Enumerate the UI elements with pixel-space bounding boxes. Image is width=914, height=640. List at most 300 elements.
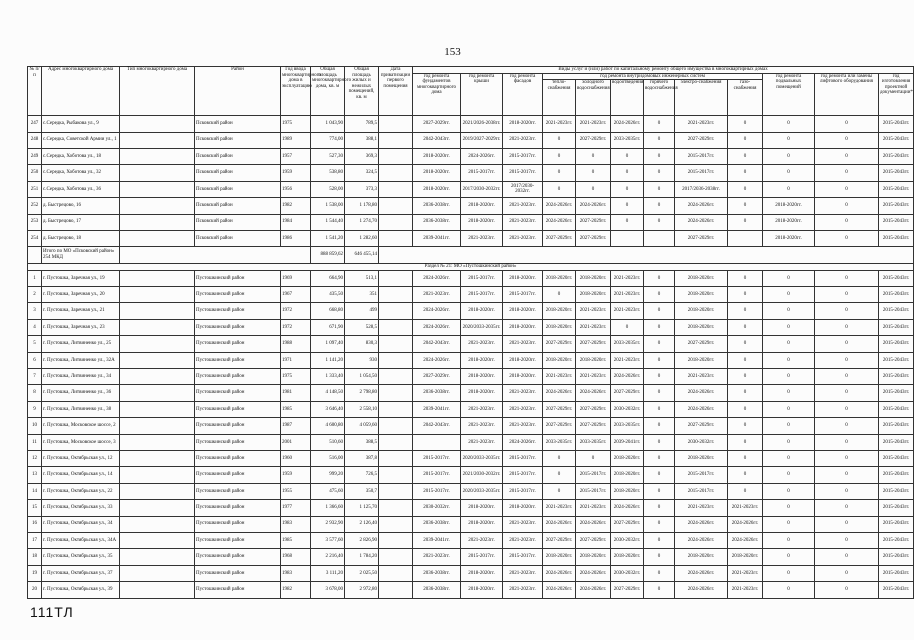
- table-cell: 2018-2020гг.: [763, 230, 815, 246]
- table-cell: 475,60: [311, 483, 345, 499]
- col-header-total-area: Общая площадь многоквартирного дома, кв. м: [311, 67, 345, 116]
- table-cell: 1972: [281, 303, 311, 319]
- table-cell: 0: [576, 148, 611, 164]
- table-cell: 930: [345, 352, 379, 368]
- table-cell: 1959: [281, 165, 311, 181]
- table-cell: 1 333,40: [311, 369, 345, 385]
- table-cell: 0: [543, 287, 576, 303]
- table-cell: 1 125,70: [345, 500, 379, 516]
- table-cell: 2018-2020гг.: [611, 549, 644, 565]
- table-cell: 2024-2026гг.: [611, 116, 644, 132]
- table-cell: Псковский район: [195, 116, 281, 132]
- table-cell: 774,00: [311, 132, 345, 148]
- table-cell: 253: [28, 214, 42, 230]
- table-cell: 0: [644, 336, 675, 352]
- table-cell: 1982: [281, 198, 311, 214]
- table-cell: 0: [815, 385, 879, 401]
- table-cell: Псковский район: [195, 165, 281, 181]
- table-cell: Пустошкинский район: [195, 434, 281, 450]
- table-cell: 516,00: [311, 451, 345, 467]
- table-cell: 528,00: [311, 181, 345, 197]
- table-cell: 2024-2026гг.: [413, 319, 461, 335]
- table-cell: 2020/2033-2035гг.: [461, 451, 503, 467]
- table-cell: 2018-2020гг.: [611, 467, 644, 483]
- table-cell: 1982: [281, 582, 311, 598]
- table-cell: 2021-2023гг.: [461, 434, 503, 450]
- table-cell: 2015-2043гг.: [879, 549, 914, 565]
- table-cell: 2017/2036-2038гг.: [675, 181, 728, 197]
- table-cell: 2039-2041гг.: [413, 401, 461, 417]
- table-cell: 2036-2038гг.: [413, 516, 461, 532]
- table-cell: 2015-2017гг.: [675, 467, 728, 483]
- table-cell: 2027-2029гг.: [576, 214, 611, 230]
- table-cell: 2021-2023гг.: [503, 214, 543, 230]
- table-cell: 2018-2020гг.: [461, 303, 503, 319]
- table-cell: 2036-2038гг.: [413, 565, 461, 581]
- table-cell: 2036-2038гг.: [413, 385, 461, 401]
- table-cell: 2015-2043гг.: [879, 336, 914, 352]
- table-cell: 1 178,80: [345, 198, 379, 214]
- table-cell: 1 274,70: [345, 214, 379, 230]
- table-row: [28, 230, 914, 246]
- table-cell: 2 826,90: [345, 532, 379, 548]
- table-cell: 1977: [281, 500, 311, 516]
- table-cell: [120, 582, 195, 598]
- table-cell: [379, 483, 413, 499]
- table-cell: [120, 148, 195, 164]
- table-cell: [120, 303, 195, 319]
- table-cell: 2027-2029гг.: [576, 532, 611, 548]
- table-cell: 18: [28, 549, 42, 565]
- table-cell: 2036-2038гг.: [413, 214, 461, 230]
- table-cell: 2027-2029гг.: [576, 132, 611, 148]
- table-cell: 2018-2020гг.: [461, 198, 503, 214]
- table-cell: 0: [644, 434, 675, 450]
- table-cell: д. Быстрецово, 18: [42, 230, 120, 246]
- table-cell: с.Середка, Советской Армии ул., 1: [42, 132, 120, 148]
- table-cell: 0: [728, 418, 763, 434]
- table-cell: 2027-2029гг.: [543, 532, 576, 548]
- table-cell: г. Пустошка, Октябрьская ул., 35: [42, 549, 120, 565]
- table-cell: 1 054,50: [345, 369, 379, 385]
- col-header-hot-water: горячего водоснабжения: [644, 80, 675, 116]
- table-cell: [120, 401, 195, 417]
- table-cell: [120, 500, 195, 516]
- table-cell: 0: [763, 336, 815, 352]
- table-cell: 2021-2023гг.: [461, 401, 503, 417]
- table-cell: 2024-2026гг.: [728, 516, 763, 532]
- table-cell: 2021-2023гг.: [503, 132, 543, 148]
- table-cell: г. Пустошка, Заречная ул., 23: [42, 319, 120, 335]
- table-cell: 2015-2017гг.: [503, 165, 543, 181]
- table-cell: [379, 165, 413, 181]
- footer-stamp: 111ТЛ: [30, 604, 74, 620]
- table-cell: 387,8: [345, 451, 379, 467]
- table-cell: 0: [763, 582, 815, 598]
- table-cell: 0: [644, 148, 675, 164]
- table-cell: 0: [611, 148, 644, 164]
- table-cell: 1968: [281, 549, 311, 565]
- table-cell: [413, 434, 461, 450]
- table-cell: 0: [815, 516, 879, 532]
- table-cell: [120, 247, 311, 263]
- table-cell: 0: [815, 287, 879, 303]
- table-cell: 2015-2017гг.: [413, 467, 461, 483]
- subtotal-label: Итого по МО «Псковский район» 254 МКД: [42, 247, 120, 263]
- table-cell: 2015-2043гг.: [879, 483, 914, 499]
- table-cell: 2021-2023гг.: [503, 582, 543, 598]
- table-cell: 2021-2023гг.: [675, 116, 728, 132]
- table-cell: 830,3: [345, 336, 379, 352]
- table-cell: г. Пустошка, Заречная ул., 20: [42, 287, 120, 303]
- table-cell: 1972: [281, 319, 311, 335]
- table-cell: 2024-2026гг.: [461, 148, 503, 164]
- table-row: [28, 198, 914, 214]
- table-cell: 0: [644, 451, 675, 467]
- table-cell: 2021-2023гг.: [543, 500, 576, 516]
- table-cell: 0: [576, 181, 611, 197]
- table-cell: 2018-2020гг.: [576, 287, 611, 303]
- table-cell: 2015-2043гг.: [879, 116, 914, 132]
- col-header-electric: электро-снабжения: [675, 80, 728, 116]
- table-cell: [120, 165, 195, 181]
- table-cell: 2015-2017гг.: [461, 165, 503, 181]
- table-cell: 2018-2020гг.: [503, 369, 543, 385]
- table-cell: [120, 270, 195, 286]
- col-header-district: Район: [195, 67, 281, 116]
- table-cell: 2036-2038гг.: [413, 198, 461, 214]
- table-cell: 0: [763, 451, 815, 467]
- table-cell: 2033-2035гг.: [611, 336, 644, 352]
- table-cell: 0: [644, 565, 675, 581]
- table-cell: 2024-2026гг.: [611, 500, 644, 516]
- table-cell: 0: [763, 132, 815, 148]
- table-cell: 2018-2020гг.: [543, 303, 576, 319]
- table-cell: 0: [815, 303, 879, 319]
- table-cell: 2018-2020гг.: [461, 582, 503, 598]
- table-cell: Псковский район: [195, 132, 281, 148]
- table-cell: 0: [644, 165, 675, 181]
- table-cell: г. Пустошка, Октябрьская ул., 12: [42, 451, 120, 467]
- table-cell: 0: [728, 181, 763, 197]
- table-cell: 2019/2027-2029гг.: [461, 132, 503, 148]
- table-cell: 9: [28, 401, 42, 417]
- table-cell: 2021-2023гг.: [503, 198, 543, 214]
- table-cell: Пустошкинский район: [195, 418, 281, 434]
- table-cell: 1959: [281, 467, 311, 483]
- table-cell: 435,50: [311, 287, 345, 303]
- table-cell: 2015-2043гг.: [879, 418, 914, 434]
- table-cell: [379, 270, 413, 286]
- table-cell: 0: [815, 549, 879, 565]
- table-cell: 0: [763, 532, 815, 548]
- table-cell: 10: [28, 418, 42, 434]
- table-cell: 0: [728, 165, 763, 181]
- table-cell: 2024-2026гг.: [413, 352, 461, 368]
- col-header-basement: год ремонта подвальных помещений: [763, 73, 815, 116]
- table-cell: 1 097,40: [311, 336, 345, 352]
- table-cell: 2015-2043гг.: [879, 132, 914, 148]
- table-cell: 0: [728, 214, 763, 230]
- table-cell: 0: [763, 319, 815, 335]
- table-cell: 1969: [281, 270, 311, 286]
- table-cell: 3 111,20: [311, 565, 345, 581]
- subtotal-area-total: 888 859,62: [311, 247, 345, 263]
- table-cell: 0: [611, 181, 644, 197]
- table-row: [28, 401, 914, 417]
- table-cell: Пустошкинский район: [195, 565, 281, 581]
- table-cell: 2015-2017гг.: [503, 287, 543, 303]
- table-cell: 2021-2023гг.: [503, 516, 543, 532]
- table-cell: 0: [644, 369, 675, 385]
- table-cell: 2015-2043гг.: [879, 516, 914, 532]
- table-cell: 2027-2029гг.: [611, 516, 644, 532]
- table-cell: 0: [815, 352, 879, 368]
- table-cell: [644, 230, 675, 246]
- table-cell: 0: [815, 230, 879, 246]
- table-cell: 0: [611, 319, 644, 335]
- table-cell: 2018-2020гг.: [503, 319, 543, 335]
- table-cell: 2024-2026гг.: [675, 532, 728, 548]
- table-cell: 0: [543, 148, 576, 164]
- table-cell: г. Пустошка, Московское шоссе, 2: [42, 418, 120, 434]
- table-cell: 2027-2029гг.: [576, 230, 611, 246]
- table-cell: 11: [28, 434, 42, 450]
- table-cell: 2018-2020гг.: [675, 319, 728, 335]
- table-cell: 2024-2026гг.: [543, 385, 576, 401]
- table-cell: г. Пустошка, Заречная ул., 19: [42, 270, 120, 286]
- table-cell: 0: [728, 198, 763, 214]
- col-header-address: Адрес многоквартирного дома: [42, 67, 120, 116]
- table-cell: 2033-2035гг.: [543, 434, 576, 450]
- table-cell: г. Пустошка, Октябрьская ул., 34: [42, 516, 120, 532]
- table-cell: 2024-2026гг.: [543, 582, 576, 598]
- table-cell: 2021-2023гг.: [611, 303, 644, 319]
- table-cell: 3 678,00: [311, 582, 345, 598]
- table-cell: [379, 319, 413, 335]
- col-header-design-docs: год изготовления проектной документации*: [879, 73, 914, 116]
- table-cell: 0: [728, 303, 763, 319]
- table-cell: 668,80: [311, 303, 345, 319]
- table-cell: 2001: [281, 434, 311, 450]
- table-cell: [120, 352, 195, 368]
- table-cell: 2018-2020гг.: [543, 270, 576, 286]
- table-row: [28, 549, 914, 565]
- table-cell: 2024-2026гг.: [543, 565, 576, 581]
- table-cell: 1 544,40: [311, 214, 345, 230]
- table-cell: 15: [28, 500, 42, 516]
- table-cell: 1955: [281, 483, 311, 499]
- table-cell: Пустошкинский район: [195, 336, 281, 352]
- table-cell: 0: [644, 582, 675, 598]
- table-cell: [379, 116, 413, 132]
- table-cell: 2021-2023гг.: [503, 230, 543, 246]
- table-cell: 0: [815, 181, 879, 197]
- table-row: [28, 303, 914, 319]
- table-cell: 0: [644, 500, 675, 516]
- table-cell: 0: [815, 165, 879, 181]
- table-cell: 2021-2023гг.: [675, 500, 728, 516]
- table-cell: 0: [543, 467, 576, 483]
- table-cell: 2018-2020гг.: [503, 116, 543, 132]
- table-cell: 0: [815, 336, 879, 352]
- col-header-num: № п/п: [28, 67, 42, 116]
- table-cell: 2 932,90: [311, 516, 345, 532]
- table-cell: [379, 369, 413, 385]
- table-cell: [379, 385, 413, 401]
- table-cell: 2021/2026-2038гг.: [461, 116, 503, 132]
- table-cell: 4 148,50: [311, 385, 345, 401]
- table-cell: 2 798,80: [345, 385, 379, 401]
- table-cell: 1957: [281, 148, 311, 164]
- table-cell: 5: [28, 336, 42, 352]
- table-cell: г. Пустошка, Октябрьская ул., 22: [42, 483, 120, 499]
- table-cell: 2021-2023гг.: [611, 270, 644, 286]
- table-row: [28, 467, 914, 483]
- table-cell: 2018-2020гг.: [611, 451, 644, 467]
- table-cell: 2018-2020гг.: [461, 516, 503, 532]
- table-cell: 2024-2026гг.: [675, 385, 728, 401]
- table-cell: [120, 451, 195, 467]
- table-cell: 0: [543, 451, 576, 467]
- table-cell: Пустошкинский район: [195, 385, 281, 401]
- table-cell: 0: [815, 214, 879, 230]
- col-header-type: Тип многоквартирного дома: [120, 67, 195, 116]
- col-header-foundation: год ремонта фундаментов многоквартирного дома: [413, 73, 461, 116]
- table-cell: Пустошкинский район: [195, 582, 281, 598]
- table-cell: 2020/2033-2035гг.: [461, 483, 503, 499]
- header-row-top: [28, 67, 914, 74]
- group-header-works: Виды услуг и (или) работ по капитальному ремонту общего имущества в многоквартирных домах: [413, 67, 914, 74]
- table-row: [28, 287, 914, 303]
- table-cell: 2015-2043гг.: [879, 434, 914, 450]
- col-header-cold-water: холодного водоснабжения: [576, 80, 611, 116]
- table-cell: Пустошкинский район: [195, 352, 281, 368]
- table-row: [28, 385, 914, 401]
- table-cell: 351: [345, 287, 379, 303]
- table-cell: [120, 287, 195, 303]
- table-cell: 2024-2026гг.: [543, 214, 576, 230]
- table-cell: 0: [763, 401, 815, 417]
- table-cell: 1988: [281, 336, 311, 352]
- table-cell: 2024-2026гг.: [611, 369, 644, 385]
- col-header-roof: год ремонта крыши: [461, 73, 503, 116]
- table-cell: [120, 319, 195, 335]
- table-cell: 2018-2020гг.: [503, 270, 543, 286]
- table-cell: 1 784,20: [345, 549, 379, 565]
- table-cell: 0: [763, 418, 815, 434]
- table-cell: 2015-2017гг.: [461, 270, 503, 286]
- table-cell: 2033-2035гг.: [576, 434, 611, 450]
- table-row: [28, 500, 914, 516]
- table-cell: 1989: [281, 132, 311, 148]
- table-cell: 2018-2020гг.: [413, 165, 461, 181]
- table-cell: 2015-2043гг.: [879, 385, 914, 401]
- table-cell: 2024-2026гг.: [675, 516, 728, 532]
- table-cell: 0: [763, 303, 815, 319]
- table-cell: 2018-2020гг.: [763, 198, 815, 214]
- table-cell: г. Пустошка, Литвиненко ул., 36: [42, 385, 120, 401]
- table-cell: Пустошкинский район: [195, 401, 281, 417]
- col-header-facade: год ремонта фасадов: [503, 73, 543, 116]
- table-cell: 2018-2020гг.: [413, 148, 461, 164]
- table-row: [28, 434, 914, 450]
- table-cell: [379, 418, 413, 434]
- table-cell: 0: [728, 483, 763, 499]
- table-cell: 0: [815, 532, 879, 548]
- table-cell: 2030-2032гг.: [611, 401, 644, 417]
- table-cell: 1983: [281, 516, 311, 532]
- table-cell: 2015-2043гг.: [879, 214, 914, 230]
- table-cell: 2021-2023гг.: [503, 532, 543, 548]
- table-cell: 247: [28, 116, 42, 132]
- table-cell: 1 043,90: [311, 116, 345, 132]
- table-cell: [379, 181, 413, 197]
- table-cell: 2015-2043гг.: [879, 319, 914, 335]
- table-cell: [120, 369, 195, 385]
- table-cell: 1975: [281, 369, 311, 385]
- table-cell: [120, 181, 195, 197]
- table-cell: 0: [728, 401, 763, 417]
- table-cell: 2021-2023гг.: [543, 369, 576, 385]
- table-cell: 2015-2017гг.: [503, 467, 543, 483]
- table-cell: 726,5: [345, 467, 379, 483]
- table-cell: с.Середка, Хоботова ул., 18: [42, 148, 120, 164]
- table-cell: 2 025,50: [345, 565, 379, 581]
- table-cell: 0: [763, 500, 815, 516]
- col-header-privatization: Дата приватизации первого помещения: [379, 67, 413, 116]
- group-header-engineering: год ремонта внутридомовых инженерных систем: [543, 73, 763, 80]
- table-cell: 2021-2023гг.: [503, 401, 543, 417]
- table-cell: 2015-2017гг.: [461, 287, 503, 303]
- table-cell: Псковский район: [195, 230, 281, 246]
- table-cell: 2 216,40: [311, 549, 345, 565]
- table-cell: 0: [763, 181, 815, 197]
- table-cell: 789,5: [345, 116, 379, 132]
- table-cell: 1975: [281, 116, 311, 132]
- table-cell: 2017/2030-2032гг.: [461, 181, 503, 197]
- table-cell: г. Пустошка, Октябрьская ул., 37: [42, 565, 120, 581]
- table-cell: 0: [728, 451, 763, 467]
- table-cell: 1967: [281, 287, 311, 303]
- subtotal-area-living: 646 455,14: [345, 247, 379, 263]
- table-cell: с.Середка, Рыбакова ул., 9: [42, 116, 120, 132]
- table-cell: 2018-2020гг.: [576, 352, 611, 368]
- table-cell: 2021-2023гг.: [413, 549, 461, 565]
- table-cell: 2015-2017гг.: [413, 451, 461, 467]
- table-cell: 3: [28, 303, 42, 319]
- page-number: 153: [444, 46, 461, 58]
- table-cell: [379, 516, 413, 532]
- table-cell: 2027-2029гг.: [576, 418, 611, 434]
- table-cell: 0: [763, 385, 815, 401]
- table-cell: 0: [763, 434, 815, 450]
- table-cell: 2024-2026гг.: [675, 214, 728, 230]
- table-cell: 1960: [281, 451, 311, 467]
- table-cell: 8: [28, 385, 42, 401]
- table-cell: [120, 483, 195, 499]
- table-cell: 2042-2043гг.: [413, 418, 461, 434]
- table-cell: 0: [728, 132, 763, 148]
- table-cell: 999,20: [311, 467, 345, 483]
- table-cell: 0: [815, 467, 879, 483]
- table-cell: [379, 287, 413, 303]
- table-cell: 2027-2029гг.: [413, 369, 461, 385]
- table-cell: 0: [644, 319, 675, 335]
- table-cell: Пустошкинский район: [195, 451, 281, 467]
- table-cell: [120, 418, 195, 434]
- table-cell: 510,60: [311, 434, 345, 450]
